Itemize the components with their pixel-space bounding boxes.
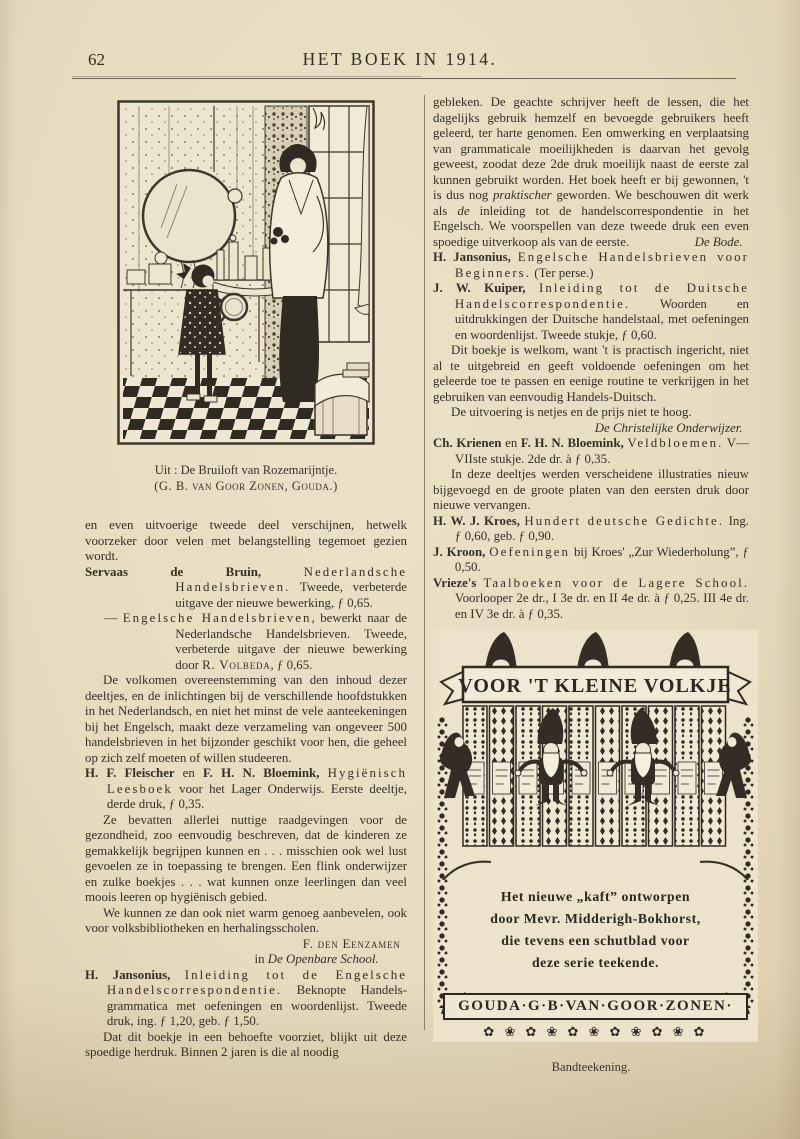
text-run: H. F. Fleischer <box>85 766 183 780</box>
text-run: Ze bevatten allerlei nuttige raadgevingen voor de gezondheid, zoo eenvoudig beschreven, dat de kinderen ze gemakkelijk begrijpen kunnen en . . . misschien ook wel lust gevoelen ze in toepassing te brengen. Een flink onderwijzer en zulke boekjes . . . wat kunnen onze leerlingen dan veel moois leeren op hygiënisch gebied. <box>85 812 407 904</box>
text-run: V—VIIste stukje. 2de dr. à ƒ 0,35. <box>454 436 749 466</box>
right-column-text <box>433 95 749 622</box>
banner-text: VOOR 'T KLEINE VOLKJE <box>458 675 732 697</box>
right-column <box>433 95 749 1075</box>
text-run: , ƒ 0,65. <box>270 657 313 672</box>
page-title: HET BOEK IN 1914. <box>302 49 498 69</box>
page-number: 62 <box>88 50 105 69</box>
banner-ribbon <box>441 667 750 704</box>
paragraph <box>85 952 407 968</box>
text-run: Engelsche Handelsbrieven <box>122 611 312 625</box>
text-run: Dat dit boekje in een behoefte voorziet, blijkt uit deze spoedige herdruk. Binnen 2 jaren is die al noodig <box>85 1029 407 1059</box>
text-run: Beknopte Handels-grammatica met oefeningen en woordenlijst. Tweede druk, ing. ƒ 1,20, geb. ƒ 1,50. <box>106 983 407 1028</box>
text-run: De volkomen overeenstemming van den inhoud dezer deeltjes, en de inlichtingen bij de verschillende hoofdstukken in het Nederlandsch, en niet het minst de vele aanteekeningen bij het Engelsch, maakt deze verzameling van ongeveer 500 handelsbrieven in het bijzonder geschikt voor hen, die geheel op zich zelf moeten of willen studeeren. <box>85 673 407 765</box>
paragraph <box>433 421 749 437</box>
left-column-text <box>85 518 407 1061</box>
advert-body-line: Het nieuwe „kaft” ontworpen <box>500 889 691 904</box>
text-run: De Christelijke Onderwijzer. <box>594 420 743 435</box>
paragraph <box>85 518 407 565</box>
paragraph <box>433 343 749 405</box>
advert-publisher-row <box>433 993 758 1020</box>
text-run: praktischer <box>492 188 552 202</box>
paragraph <box>85 611 407 673</box>
text-run: Taalboeken voor de Lagere School. <box>483 575 750 590</box>
text-run: H. W. J. Kroes, <box>433 513 525 528</box>
advert-body-line: door Mevr. Midderigh-Bokhorst, <box>490 911 701 926</box>
paragraph <box>433 545 749 576</box>
text-run: , bewerkt naar de Nederlandsche Handelsbrieven. Tweede, verbeterde uitgave der nieuwe bewerking door <box>175 611 407 672</box>
advert-illustration <box>433 630 758 880</box>
text-run: Nederlandsche Handelsbrieven. <box>175 564 407 594</box>
text-run: H. Jansonius, <box>85 967 185 982</box>
text-run: inleiding tot de handelscorrespondentie in het Engelsch. We voorspellen van deze tweede druk een even spoedige uitverkoop als van de eerste. <box>433 203 749 249</box>
paragraph <box>433 514 749 545</box>
advert-garland: ✿ ❀ ✿ ❀ ✿ ❀ ✿ ❀ ✿ ❀ ✿ <box>483 1025 708 1040</box>
text-run: de <box>457 203 470 218</box>
text-run: Servaas de Bruin, <box>85 564 304 579</box>
interior-scene-drawing <box>117 100 375 445</box>
text-run: J. W. Kuiper, <box>433 281 540 295</box>
text-run: Woorden en uitdrukkingen der Duitsche handelstaal, met oefeningen en woordenlijst. Tweede stukje, ƒ 0,60. <box>454 296 749 342</box>
text-run: (Ter perse.) <box>531 265 594 280</box>
text-run: — <box>104 611 123 625</box>
text-run: De uitvoering is netjes en de prijs niet te hoog. <box>451 405 692 419</box>
advertisement <box>433 630 758 1042</box>
paragraph <box>433 250 749 281</box>
text-run: F. H. N. Bloemink, <box>520 436 628 450</box>
text-run: F. H. N. Bloemink, <box>202 766 328 780</box>
paragraph <box>433 576 749 623</box>
text-run: Dit boekje is welkom, want 't is practisch ingericht, niet al te uitgebreid en geeft voldoende oefeningen om het geleerde toe te passen en eenige routine te verkrijgen in het gebruiken van eenvoudig Handels-Duitsch. <box>433 343 749 404</box>
text-run: voor het Lager Onderwijs. Eerste deeltje, derde druk, ƒ 0,35. <box>106 781 407 811</box>
text-run: F. den Eenzamen <box>302 936 401 951</box>
text-run: en <box>182 766 203 780</box>
text-run: H. Jansonius, <box>433 250 518 264</box>
text-run: gebleken. De geachte schrijver heeft de lessen, die het dagelijks gebruik hemzelf en bevoegde gebruikers heeft geleerd, ter harte genomen. Een omwerking en verplaatsing van grammaticale moeilijkheden is daarvan het gevolg geweest, zoodat deze 2de druk moeilijk naast de eerste zal kunnen gebruikt worden. Het boek heeft er bij gewonnen, 't is dus nog <box>433 95 749 202</box>
paragraph <box>85 673 407 766</box>
text-run: Tweede, verbeterde uitgave der nieuwe bewerking, ƒ 0,65. <box>175 580 407 610</box>
text-run: Ch. Krienen <box>433 436 506 450</box>
advert-publisher: GOUDA·G·B·VAN·GOOR·ZONEN· <box>443 993 748 1020</box>
header-rule <box>72 78 736 79</box>
illustration-caption-line1: Uit : De Bruiloft van Rozemarijntje. <box>154 463 338 477</box>
text-run: en <box>505 436 521 450</box>
text-run: en even uitvoerige tweede deel verschijnen, hetwelk voorzeker door velen met belangstelling tegemoet gezien wordt. <box>85 518 407 563</box>
text-run: We kunnen ze dan ook niet warm genoeg aanbevelen, ook voor volksbibliotheken en herhalingsscholen. <box>85 905 407 935</box>
text-run: Voorlooper 2e dr., I 3e dr. en II 4e dr. à ƒ 0,25. III 4e dr. en IV 3e dr. à ƒ 0,35. <box>454 591 749 621</box>
advert-left-floral-border <box>437 716 448 1008</box>
column-divider <box>424 95 425 1030</box>
advert-body-line: die tevens een schutblad voor <box>501 933 690 948</box>
advert-caption: Bandteekening. <box>551 1060 631 1074</box>
paragraph <box>433 405 749 421</box>
illustration-caption <box>117 462 375 494</box>
text-run: Ing. ƒ 0,60, geb. ƒ 0,90. <box>454 513 749 543</box>
text-run: Hundert deutsche Gedichte. <box>524 513 725 528</box>
text-run: In deze deeltjes werden verscheidene illustraties nieuw bijgevoegd en de groote platen van den eersten druk door nieuwe vervangen. <box>433 467 749 512</box>
advert-body-line: deze serie teekende. <box>531 955 660 970</box>
paragraph <box>85 766 407 813</box>
text-run: De Openbare School. <box>267 952 379 966</box>
text-run: De Bode. <box>694 234 743 249</box>
paragraph <box>85 937 407 953</box>
text-run: bij Kroes' „Zur Wiederholung”, ƒ 0,50. <box>454 544 749 574</box>
text-run: Oefeningen <box>489 544 571 559</box>
illustration-figure <box>117 100 375 494</box>
paragraph <box>433 436 749 467</box>
left-column <box>85 95 407 1061</box>
illustration-caption-line2: (G. B. van Goor Zonen, Gouda.) <box>154 479 338 493</box>
paragraph <box>85 813 407 906</box>
paragraph <box>85 565 407 612</box>
paragraph <box>85 1030 407 1061</box>
paragraph <box>85 968 407 1030</box>
advert-right-floral-border <box>743 716 754 1008</box>
text-run: Inleiding tot de Duitsche Handelscorrespondentie. <box>454 281 749 311</box>
text-run: Engelsche Handelsbrieven voor Beginners. <box>454 250 749 280</box>
text-run: Vrieze's <box>433 575 484 590</box>
text-run: Inleiding tot de Engelsche Handelscorrespondentie. <box>106 967 407 997</box>
advert-body-text <box>461 886 730 974</box>
text-run: Hygiënisch Leesboek <box>106 766 407 796</box>
text-run: Veldbloemen. <box>627 436 724 450</box>
book-spines <box>463 706 726 846</box>
text-run: geworden. We beschouwen dit werk als <box>433 188 749 218</box>
text-run: R. Volbeda <box>202 657 271 672</box>
paragraph <box>85 906 407 937</box>
paragraph <box>433 95 749 250</box>
text-run: J. Kroon, <box>433 544 490 559</box>
paragraph <box>433 467 749 514</box>
text-run: in <box>254 952 268 966</box>
paragraph <box>433 281 749 343</box>
